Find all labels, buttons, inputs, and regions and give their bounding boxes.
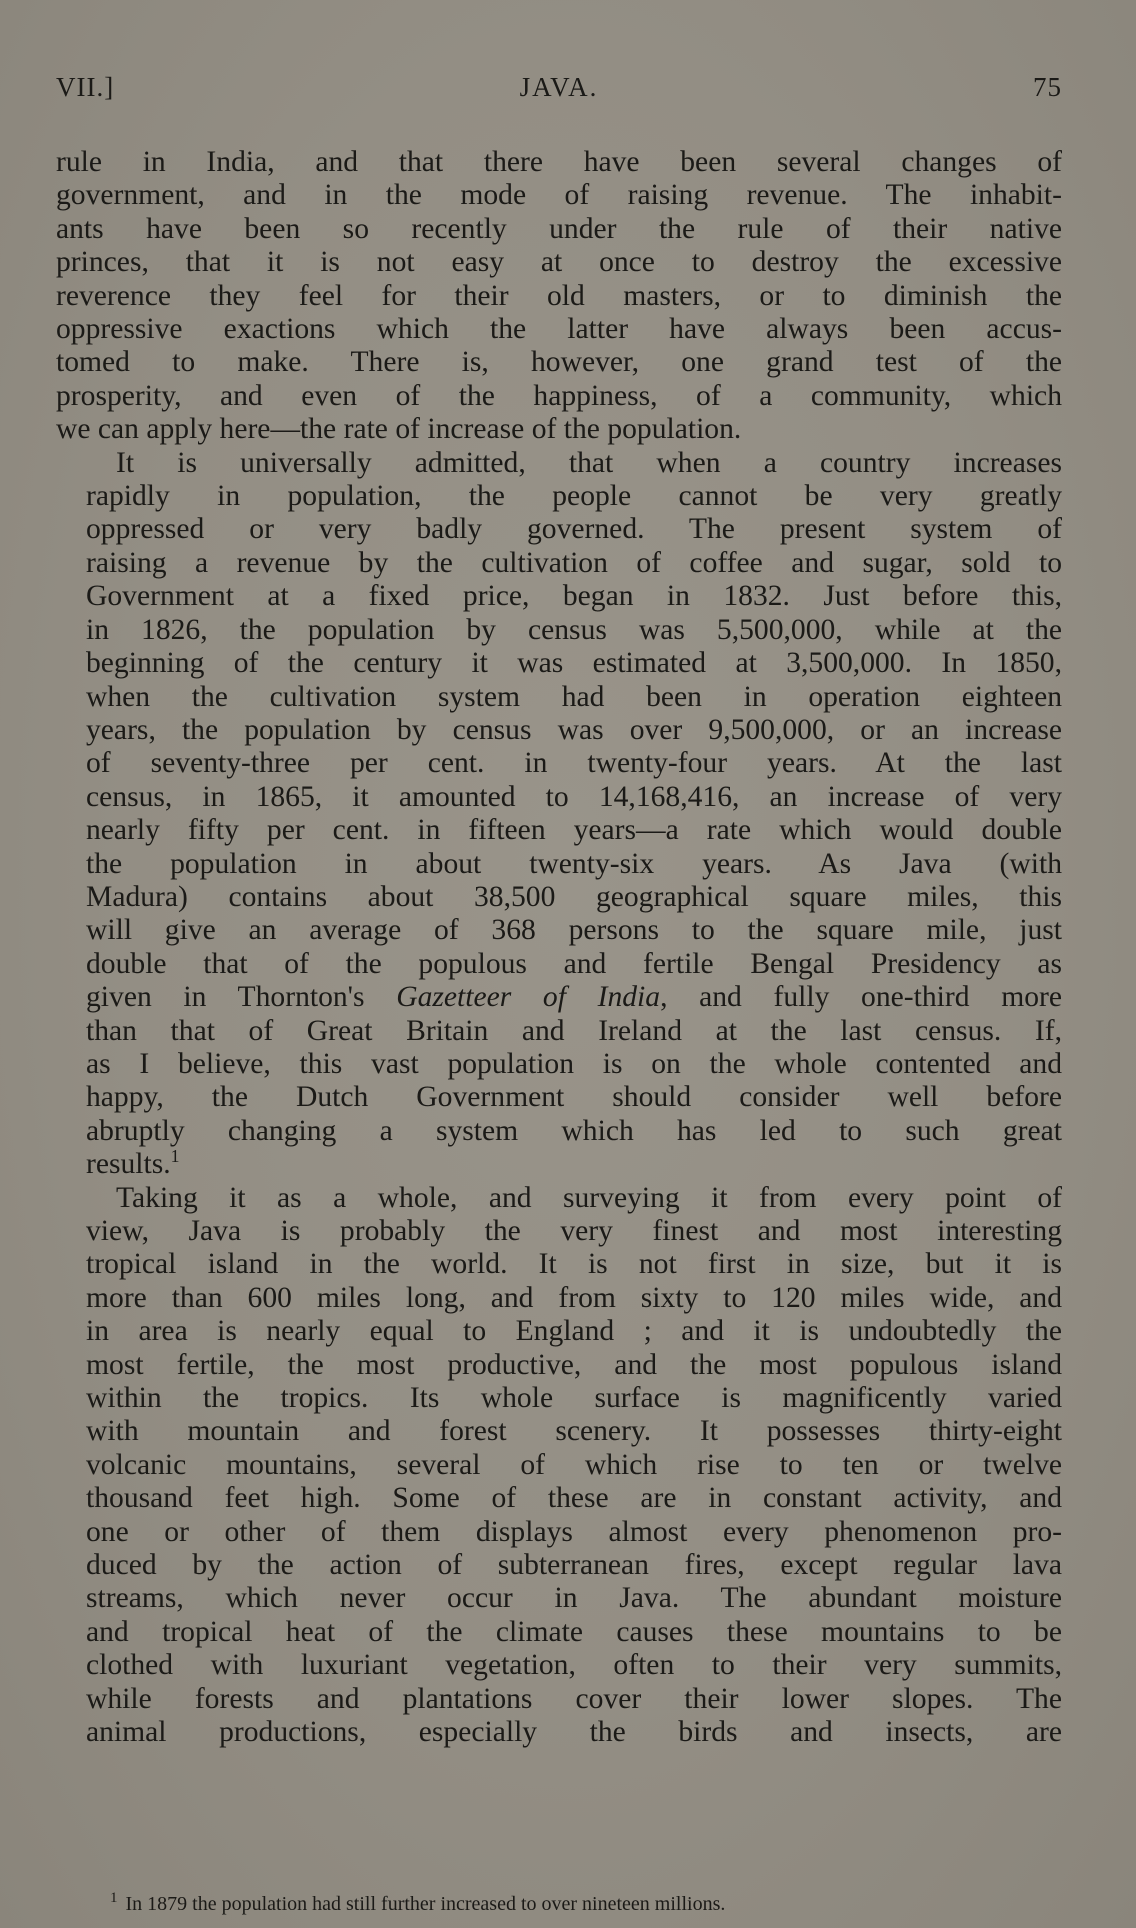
- text-line: with mountain and forest scenery. It possesses thirty-eight: [86, 1415, 1062, 1448]
- text-line: reverence they feel for their old masters, or to diminish the: [56, 279, 1062, 312]
- text-line: than that of Great Britain and Ireland at the last census. If,: [86, 1014, 1062, 1047]
- paragraph-3: [56, 1182, 1062, 1750]
- text-line: duced by the action of subterranean fires, except regular lava: [86, 1549, 1062, 1582]
- chapter-number: VII.]: [56, 72, 115, 102]
- text-line: animal productions, especially the birds and insects, are: [86, 1716, 1062, 1749]
- text-line: within the tropics. Its whole surface is magnificently varied: [86, 1382, 1062, 1415]
- text-line: clothed with luxuriant vegetation, often to their very summits,: [86, 1649, 1062, 1682]
- text-segment: results.: [86, 1148, 171, 1181]
- text-line: years, the population by census was over 9,500,000, or an increase: [86, 713, 1062, 746]
- text-line: tomed to make. There is, however, one grand test of the: [56, 346, 1062, 379]
- text-line: more than 600 miles long, and from sixty to 120 miles wide, and: [86, 1281, 1062, 1314]
- page-number: 75: [1033, 72, 1062, 102]
- running-header: [56, 72, 1062, 112]
- running-title: JAVA.: [519, 72, 599, 102]
- text-line: beginning of the century it was estimated at 3,500,000. In 1850,: [86, 647, 1062, 680]
- text-line: happy, the Dutch Government should consider well before: [86, 1081, 1062, 1114]
- text-line: raising a revenue by the cultivation of coffee and sugar, sold to: [86, 546, 1062, 579]
- text-line: nearly fifty per cent. in fifteen years—a rate which would double: [86, 814, 1062, 847]
- text-line: princes, that it is not easy at once to destroy the excessive: [56, 246, 1062, 279]
- text-line: of seventy-three per cent. in twenty-four years. At the last: [86, 747, 1062, 780]
- text-line: government, and in the mode of raising revenue. The inhabit-: [56, 179, 1062, 212]
- text-line: census, in 1865, it amounted to 14,168,416, an increase of very: [86, 780, 1062, 813]
- text-line: It is universally admitted, that when a country increases: [116, 446, 1062, 479]
- text-line: view, Java is probably the very finest and most interesting: [86, 1215, 1062, 1247]
- paragraph-2: [56, 447, 1062, 1182]
- text-line: volcanic mountains, several of which rise to ten or twelve: [86, 1448, 1062, 1481]
- text-line: one or other of them displays almost every phenomenon pro-: [86, 1515, 1062, 1548]
- text-line: will give an average of 368 persons to the square mile, just: [86, 914, 1062, 947]
- text-segment: , and fully one-third more: [660, 981, 1062, 1014]
- footnote-text: In 1879 the population had still further increased to over nineteen millions.: [125, 1893, 726, 1915]
- text-line: [56, 1148, 1062, 1181]
- text-line: while forests and plantations cover their lower slopes. The: [86, 1682, 1062, 1715]
- text-line: when the cultivation system had been in operation eighteen: [86, 680, 1062, 713]
- text-line: in 1826, the population by census was 5,500,000, while at the: [86, 613, 1062, 646]
- text-line: ants have been so recently under the rule of their native: [56, 212, 1062, 245]
- text-line: tropical island in the world. It is not first in size, but it is: [86, 1248, 1062, 1281]
- text-line: rule in India, and that there have been several changes of: [56, 146, 1062, 178]
- text-line: Taking it as a whole, and surveying it from every point of: [116, 1181, 1062, 1214]
- footnote: [110, 1892, 1050, 1916]
- text-line-with-italic: [56, 981, 1062, 1014]
- text-line: oppressive exactions which the latter have always been accus-: [56, 313, 1062, 346]
- text-line: Government at a fixed price, began in 1832. Just before this,: [86, 580, 1062, 613]
- text-line: Madura) contains about 38,500 geographical square miles, this: [86, 880, 1062, 913]
- text-line: thousand feet high. Some of these are in constant activity, and: [86, 1482, 1062, 1515]
- text-line: rapidly in population, the people cannot be very greatly: [86, 480, 1062, 513]
- text-line: the population in about twenty-six years. As Java (with: [86, 847, 1062, 880]
- paragraph-1: [56, 146, 1062, 447]
- text-line: as I believe, this vast population is on the whole contented and: [86, 1047, 1062, 1080]
- footnote-reference[interactable]: 1: [170, 1146, 180, 1167]
- text-line: double that of the populous and fertile Bengal Presidency as: [86, 947, 1062, 980]
- text-line: and tropical heat of the climate causes these mountains to be: [86, 1615, 1062, 1648]
- text-line: prosperity, and even of the happiness, of a community, which: [56, 379, 1062, 412]
- book-title-italic: Gazetteer of India: [396, 981, 661, 1014]
- body-text: [56, 146, 1062, 1750]
- text-line: oppressed or very badly governed. The present system of: [86, 513, 1062, 546]
- text-segment: given in Thornton's: [86, 981, 397, 1014]
- text-line: in area is nearly equal to England ; and it is undoubtedly the: [86, 1315, 1062, 1348]
- text-line: we can apply here—the rate of increase of the population.: [56, 413, 742, 446]
- text-line: streams, which never occur in Java. The abundant moisture: [86, 1582, 1062, 1615]
- footnote-mark: 1: [110, 1890, 118, 1907]
- text-line: abruptly changing a system which has led to such great: [86, 1114, 1062, 1147]
- text-line: most fertile, the most productive, and the most populous island: [86, 1348, 1062, 1381]
